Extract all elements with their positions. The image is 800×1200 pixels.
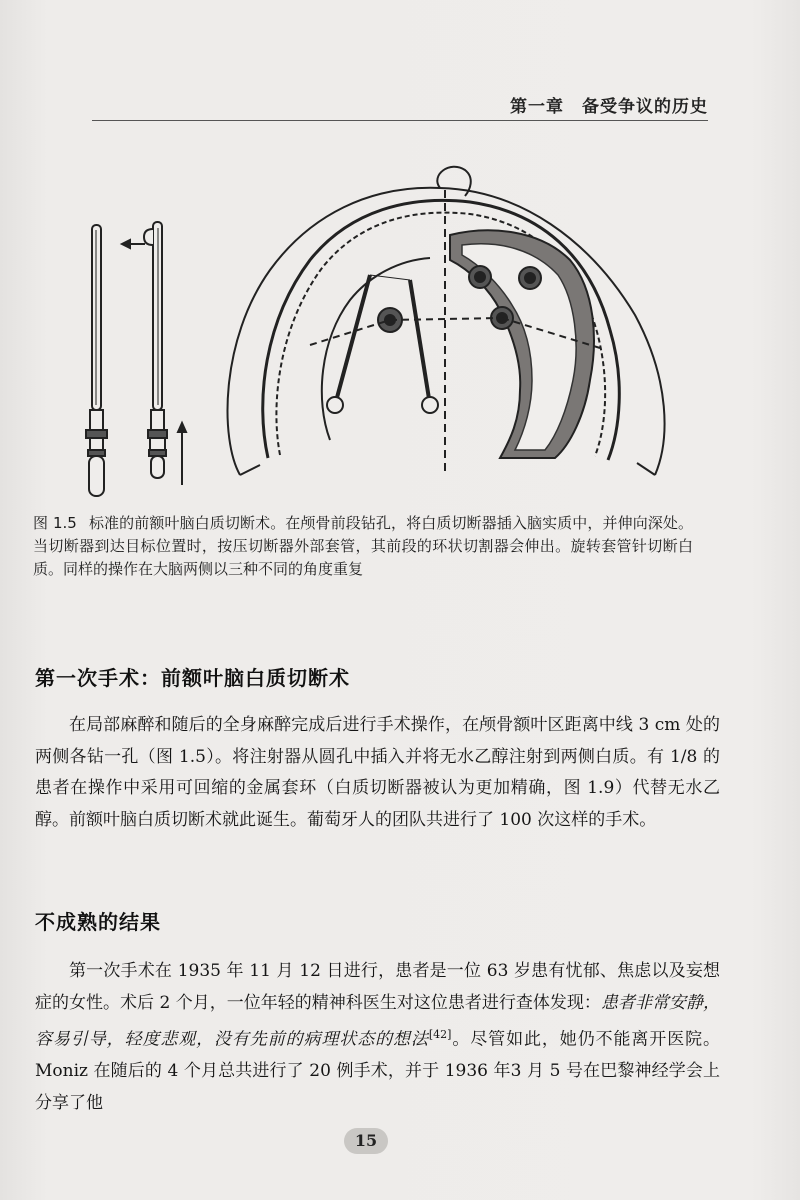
leucotome-instrument-right (144, 222, 167, 478)
page-number: 15 (344, 1128, 388, 1154)
header-rule (92, 120, 708, 121)
arrow-up-icon (178, 423, 186, 485)
figure-caption-text: 标准的前额叶脑白质切断术。在颅骨前段钻孔，将白质切断器插入脑实质中，并伸向深处。当切断器到达目标位置时，按压切断器外部套管，其前段的环状切割器会伸出。旋转套管针切断白质。同样的操作在大脑两侧以三种不同的角度重复 (33, 514, 693, 578)
leucotome-instrument-left (86, 225, 107, 496)
paragraph: 在局部麻醉和随后的全身麻醉完成后进行手术操作，在颅骨额叶区距离中线 3 cm 处的两侧各钻一孔（图 1.5）。将注射器从圆孔中插入并将无水乙醇注射到两侧白质。有 1/8 的患者在操作中采用可回缩的金属套环（白质切断器被认为更加精确，图 1.9）代替无水乙醇。前额叶脑白质切断术就此诞生。葡萄牙人的团队共进行了 100 次这样的手术。 (35, 715, 720, 830)
chapter-header: 第一章 备受争议的历史 (510, 97, 708, 117)
section-heading-first-surgery: 第一次手术：前额叶脑白质切断术 (35, 666, 350, 690)
patient-quote: 患者非常安静，容易引导，轻度悲观，没有先前的病理状态的想法 (35, 992, 721, 1050)
lobotomy-figure (70, 140, 690, 510)
section-body-first-surgery (35, 710, 720, 836)
arrow-left-icon (122, 240, 145, 248)
paragraph (35, 956, 720, 1119)
citation: [42] (428, 1028, 452, 1041)
figure-caption (33, 512, 693, 581)
brain-cross-section (228, 167, 665, 475)
figure-label: 图 1.5 (33, 514, 77, 532)
paragraph-end: 。尽管如此，她仍不能离开医院。Moniz 在随后的 4 个月总共进行了 20 例手术，并于 1936 年3 月 5 号在巴黎神经学会上分享了他 (35, 1029, 721, 1113)
section-heading-immature-results: 不成熟的结果 (35, 910, 161, 934)
paragraph-start: 第一次手术在 1935 年 11 月 12 日进行，患者是一位 63 岁患有忧郁、焦虑以及妄想症的女性。术后 2 个月，一位年轻的精神科医生对这位患者进行查体发现： (35, 961, 720, 1013)
section-body-immature-results (35, 956, 720, 1119)
